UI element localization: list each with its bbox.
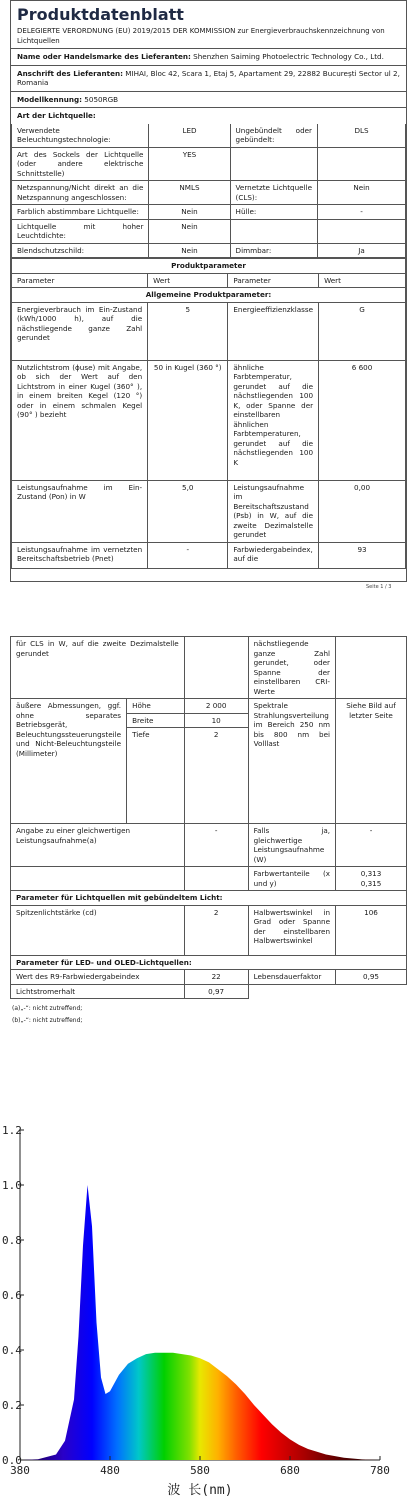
y-tick-label: 1.2: [2, 1124, 22, 1137]
type-value: [318, 147, 406, 181]
continued-table: [10, 636, 407, 999]
y-tick-label: 0.6: [2, 1289, 22, 1302]
dim-value: 2 000: [184, 699, 248, 714]
dim-value: 10: [184, 713, 248, 728]
type-value: Nein: [149, 243, 230, 258]
general-params-heading: Allgemeine Produktparameter:: [12, 288, 406, 303]
param-label: Leistungsaufnahme im vernetzten Bereitschaftsbetrieb (Pnet): [12, 542, 148, 568]
param-value: -: [148, 542, 228, 568]
product-params-table: [11, 258, 406, 569]
footnote-b: (b)„-“: nicht zutreffend;: [12, 1017, 83, 1024]
type-value: NMLS: [149, 181, 230, 205]
page-title: Produktdatenblatt: [17, 5, 184, 24]
type-value: Nein: [318, 181, 406, 205]
type-value: -: [318, 205, 406, 220]
dimensions-label: äußere Abmessungen, ggf. ohne separates Betriebsgerät, Beleuchtungssteuerungsteile und Nicht-Beleuchtungsteile (Millimeter): [11, 699, 127, 824]
col-value-1: Wert: [148, 273, 228, 288]
empty-cell: [11, 867, 185, 891]
led-heading: Parameter für LED- und OLED-Lichtquellen:: [11, 955, 407, 970]
address-label: Anschrift des Lieferanten:: [17, 68, 123, 78]
life-factor-label: Lebensdauerfaktor: [248, 970, 335, 985]
dim-name: Breite: [127, 713, 185, 728]
equiv-w-label: Falls ja, gleichwertige Leistungsaufnahme (W): [248, 824, 335, 867]
spectrum-svg: [0, 1100, 417, 1500]
type-label: [230, 147, 317, 181]
type-value: [318, 219, 406, 243]
param-value: 6 600: [319, 360, 406, 480]
type-label: Art des Sockels der Lichtquelle (oder andere elektrische Schnittstelle): [12, 147, 149, 181]
x-tick-label: 680: [280, 1464, 300, 1477]
type-value: Ja: [318, 243, 406, 258]
chromaticity-value: [336, 867, 407, 891]
type-label: Netzspannung/Nicht direkt an die Netzspannung angeschlossen:: [12, 181, 149, 205]
spectrum-area: [20, 1185, 380, 1460]
spectral-value: Siehe Bild auf letzter Seite: [336, 699, 407, 824]
x-tick-label: 380: [10, 1464, 30, 1477]
datasheet-page-2: [10, 636, 407, 1027]
type-label: Dimmbar:: [230, 243, 317, 258]
y-tick-label: 0.8: [2, 1234, 22, 1247]
equiv-power-value: -: [184, 824, 248, 867]
param-value: 93: [319, 542, 406, 568]
half-angle-label: Halbwertswinkel in Grad oder Spanne der einstellbaren Halbwertswinkel: [248, 905, 335, 955]
type-label: [230, 219, 317, 243]
type-row: [12, 181, 406, 205]
spectral-label: Spektrale Strahlungsverteilung im Bereich 250 nm bis 800 nm bei Volllast: [248, 699, 335, 824]
type-label: Ungebündelt oder gebündelt:: [230, 124, 317, 148]
type-value: Nein: [149, 219, 230, 243]
type-value: DLS: [318, 124, 406, 148]
page-number: Seite 1 / 3: [366, 584, 392, 590]
general-param-row: [12, 302, 406, 360]
peak-intensity-label: Spitzenlichtstärke (cd): [11, 905, 185, 955]
type-label: Vernetzte Lichtquelle (CLS):: [230, 181, 317, 205]
x-tick-label: 480: [100, 1464, 120, 1477]
lumen-maintenance-label: Lichtstromerhalt: [11, 984, 185, 999]
equiv-power-label: Angabe zu einer gleichwertigen Leistungsaufnahme(a): [11, 824, 185, 867]
model-label: Modellkennung:: [17, 94, 82, 104]
col-param-2: Parameter: [228, 273, 319, 288]
product-params-heading: Produktparameter: [12, 259, 406, 274]
type-row: [12, 219, 406, 243]
param-value: G: [319, 302, 406, 360]
y-tick-label: 1.0: [2, 1179, 22, 1192]
dim-name: Tiefe: [127, 728, 185, 824]
param-label: Nutzlichtstrom (ϕuse) mit Angabe, ob sich der Wert auf den Lichtstrom in einer Kugel (360° ), in einem breiten Kegel (120 °) oder in einem schmalen Kegel (90° ) bezieht: [12, 360, 148, 480]
type-heading: Art der Lichtquelle:: [11, 107, 406, 124]
param-label: Farbwiedergabeindex, auf die: [228, 542, 319, 568]
model-value: 5050RGB: [84, 94, 119, 104]
supplier-value: Shenzhen Saiming Photoelectric Technology Co., Ltd.: [193, 52, 384, 61]
type-row: [12, 124, 406, 148]
param-value: 50 in Kugel (360 °): [148, 360, 228, 480]
type-row: [12, 147, 406, 181]
type-value: Nein: [149, 205, 230, 220]
directional-heading: Parameter für Lichtquellen mit gebündeltem Licht:: [11, 891, 407, 906]
type-row: [12, 243, 406, 258]
half-angle-value: 106: [336, 905, 407, 955]
type-label: Blendschutzschild:: [12, 243, 149, 258]
supplier-row: [11, 48, 406, 65]
empty-cell: [184, 637, 248, 699]
type-label: Lichtquelle mit hoher Leuchtdichte:: [12, 219, 149, 243]
param-value: 5: [148, 302, 228, 360]
type-label: Verwendete Beleuchtungstechnologie:: [12, 124, 149, 148]
empty-cell: [184, 867, 248, 891]
general-param-row: [12, 480, 406, 542]
lumen-maintenance-value: 0,97: [184, 984, 248, 999]
general-param-row: [12, 542, 406, 568]
type-label: Hülle:: [230, 205, 317, 220]
life-factor-value: 0,95: [336, 970, 407, 985]
equiv-w-value: -: [336, 824, 407, 867]
y-tick-label: 0.4: [2, 1344, 22, 1357]
y-tick-label: 0.0: [2, 1454, 22, 1467]
param-label: Energieeffizienzklasse: [228, 302, 319, 360]
col-value-2: Wert: [319, 273, 406, 288]
param-label: Leistungsaufnahme im Ein-Zustand (Pon) in W: [12, 480, 148, 542]
peak-intensity-value: 2: [184, 905, 248, 955]
footnotes: [10, 1003, 407, 1027]
address-value: MIHAI, Bloc 42, Scara 1, Etaj 5, Apartament 29, 22882 București Sector ul 2, Romania: [17, 68, 400, 87]
type-value: LED: [149, 124, 230, 148]
param-value: 0,00: [319, 480, 406, 542]
type-label: Farblich abstimmbare Lichtquelle:: [12, 205, 149, 220]
chromaticity-label: Farbwertanteile (x und y): [248, 867, 335, 891]
param-label: Leistungsaufnahme im Bereitschaftszustand (Psb) in W, auf die zweite Dezimalstelle gerundet: [228, 480, 319, 542]
footnote-a: (a)„-“: nicht zutreffend;: [12, 1005, 83, 1012]
x-axis-label: 波 长(nm): [167, 1483, 233, 1498]
param-label: Energieverbrauch im Ein-Zustand (kWh/1000 h), auf die nächstliegende ganze Zahl gerundet: [12, 302, 148, 360]
dim-name: Höhe: [127, 699, 185, 714]
supplier-label: Name oder Handelsmarke des Lieferanten:: [17, 52, 191, 61]
r9-value: 22: [184, 970, 248, 985]
datasheet-page-1: [10, 0, 407, 582]
type-row: [12, 205, 406, 220]
col-param-1: Parameter: [12, 273, 148, 288]
type-table: [11, 124, 406, 259]
type-value: YES: [149, 147, 230, 181]
y-tick-label: 0.2: [2, 1399, 22, 1412]
param-label: ähnliche Farbtemperatur, gerundet auf die nächstliegenden 100 K, oder Spanne der einstellbaren ähnlichen Farbtemperaturen, gerundet auf die nächstliegenden 100 K: [228, 360, 319, 480]
chroma-x: 0,313: [360, 869, 382, 878]
param-value: 5,0: [148, 480, 228, 542]
x-tick-label: 780: [370, 1464, 390, 1477]
general-param-row: [12, 360, 406, 480]
empty-cell: [336, 637, 407, 699]
address-row: [11, 65, 406, 91]
cls-power-continued: für CLS in W, auf die zweite Dezimalstelle gerundet: [11, 637, 185, 699]
x-tick-label: 580: [190, 1464, 210, 1477]
regulation-text: DELEGIERTE VERORDNUNG (EU) 2019/2015 DER KOMMISSION zur Energieverbrauchskennzeichnung von Lichtquellen: [17, 27, 385, 45]
spectrum-chart: [0, 1100, 417, 1500]
model-row: [11, 91, 406, 108]
dim-value: 2: [184, 728, 248, 824]
chroma-y: 0,315: [360, 878, 382, 888]
r9-label: Wert des R9-Farbwiedergabeindex: [11, 970, 185, 985]
cri-continued: nächstliegende ganze Zahl gerundet, oder Spanne der einstellbaren CRI-Werte: [248, 637, 335, 699]
